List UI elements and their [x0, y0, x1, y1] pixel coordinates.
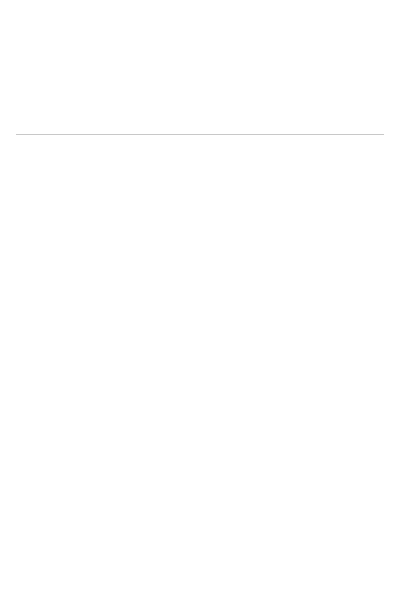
toc-entry-text [64, 123, 384, 124]
toc-entry [16, 115, 384, 116]
toc-entry-text [64, 47, 384, 48]
toc-section [16, 90, 384, 102]
toc-entry-text [64, 101, 384, 102]
divider [16, 134, 384, 135]
toc-entry-text [64, 190, 384, 191]
toc-entry-text [64, 160, 384, 161]
toc-entry [16, 101, 384, 102]
toc-entry-text [64, 79, 384, 80]
toc-entry [16, 79, 384, 80]
toc-entry-text [64, 97, 384, 98]
toc-entry [16, 190, 384, 191]
toc-entry-text [64, 83, 384, 84]
toc-entry-text [64, 200, 384, 201]
toc-section [16, 197, 384, 201]
toc-entry [16, 150, 384, 151]
toc-entry-text [64, 69, 384, 70]
toc-entry [16, 160, 384, 161]
toc-entry [16, 69, 384, 70]
toc-entry-text [64, 164, 384, 165]
toc-entry [16, 51, 384, 52]
toc-entry [16, 123, 384, 124]
toc-entry [16, 55, 384, 56]
toc-section [16, 44, 384, 56]
toc-entry-text [64, 150, 384, 151]
toc-entry-text [64, 119, 384, 120]
toc-entry [16, 168, 384, 169]
toc-entry [16, 47, 384, 48]
toc-section [16, 179, 384, 191]
toc-entry [16, 65, 384, 66]
toc-entry-text [64, 186, 384, 187]
toc-entry [16, 111, 384, 112]
toc-section [16, 76, 384, 84]
table-of-contents [16, 44, 384, 201]
toc-entry-text [64, 55, 384, 56]
toc-entry [16, 200, 384, 201]
toc-entry [16, 119, 384, 120]
toc-entry [16, 186, 384, 187]
toc-entry [16, 97, 384, 98]
toc-entry-text [64, 115, 384, 116]
toc-entry [16, 182, 384, 183]
toc-entry-text [64, 146, 384, 147]
toc-entry-text [64, 65, 384, 66]
toc-entry-text [64, 51, 384, 52]
toc-entry [16, 83, 384, 84]
toc-entry [16, 172, 384, 173]
toc-entry-text [64, 93, 384, 94]
toc-entry-text [64, 172, 384, 173]
toc-entry-text [64, 111, 384, 112]
toc-entry-text [64, 168, 384, 169]
toc-section [16, 143, 384, 151]
toc-entry-text [64, 182, 384, 183]
toc-entry [16, 146, 384, 147]
toc-section [16, 108, 384, 124]
toc-section [16, 157, 384, 173]
toc-entry [16, 164, 384, 165]
toc-section [16, 62, 384, 70]
toc-entry [16, 93, 384, 94]
